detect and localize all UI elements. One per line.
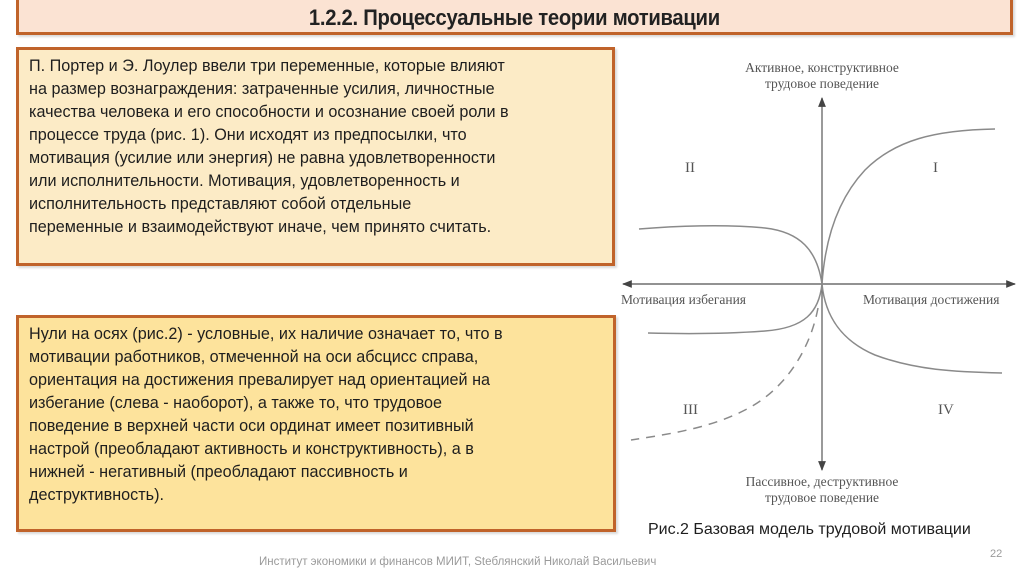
slide-title: 1.2.2. Процессуальные теории мотивации	[308, 4, 721, 30]
motivation-model-diagram	[615, 50, 1024, 510]
y-axis-bottom-label-line: Пассивное, деструктивное	[745, 474, 899, 489]
y-axis-top-label-line: трудовое поведение	[764, 76, 880, 91]
text-line: деструктивность).	[29, 486, 164, 504]
curve-quadrant-1	[822, 129, 995, 284]
text-line: переменные и взаимодействуют иначе, чем принято считать.	[29, 218, 492, 236]
text-line: процессе труда (рис. 1). Они исходят из предпосылки, что	[29, 126, 467, 144]
text-line: мотивация (усилие или энергия) не равна удовлетворенности	[29, 149, 496, 167]
slide-footer: Институт экономики и финансов МИИТ, Steблянский Николай Васильевич	[259, 556, 657, 568]
text-line: Нули на осях (рис.2) - условные, их наличие означает то, что в	[29, 325, 503, 343]
page-number: 22	[990, 548, 1003, 560]
diagram-graphics	[615, 50, 1024, 510]
slide-title-bar	[16, 0, 1013, 35]
text-line: или исполнительности. Мотивация, удовлетворенность и	[29, 172, 460, 190]
curve-quadrant-3-dashed	[631, 308, 818, 440]
x-axis-right-label: Мотивация достижения	[863, 292, 1000, 307]
text-line: исполнительность представляют собой отдельные	[29, 195, 412, 213]
quadrant-3-label: III	[683, 402, 698, 418]
text-line: избегание (слева - наоборот), а также то, что трудовое	[29, 394, 443, 412]
text-line: на размер вознаграждения: затраченные усилия, личностные	[29, 80, 495, 98]
text-line: мотивации работников, отмеченной на оси абсцисс справа,	[29, 348, 479, 366]
quadrant-2-label: II	[685, 160, 695, 176]
figure-caption: Рис.2 Базовая модель трудовой мотивации	[648, 521, 971, 538]
text-line: качества человека и его способности и осознание своей роли в	[29, 103, 509, 121]
curve-quadrant-2	[639, 226, 822, 284]
x-axis-left-label: Мотивация избегания	[621, 292, 747, 307]
y-axis-bottom-label	[732, 474, 912, 506]
axes-explanation-text-box	[16, 315, 616, 532]
text-line: ориентация на достижения превалирует над ориентацией на	[29, 371, 491, 389]
y-axis-top-label	[732, 60, 912, 92]
y-axis-top-label-line: Активное, конструктивное	[745, 60, 899, 75]
text-line: П. Портер и Э. Лоулер ввели три переменные, которые влияют	[29, 57, 505, 75]
porter-lawler-text-box	[16, 47, 615, 266]
y-axis-bottom-label-line: трудовое поведение	[764, 490, 880, 505]
text-line: нижней - негативный (преобладают пассивность и	[29, 463, 408, 481]
quadrant-1-label: I	[933, 160, 938, 176]
text-line: поведение в верхней части оси ординат имеет позитивный	[29, 417, 474, 435]
text-line: настрой (преобладают активность и конструктивность), а в	[29, 440, 474, 458]
quadrant-4-label: IV	[938, 402, 954, 418]
